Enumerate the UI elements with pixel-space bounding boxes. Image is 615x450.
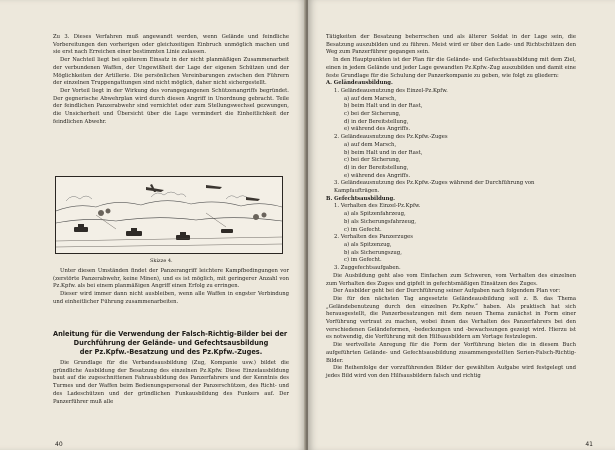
outline-item: a) auf dem Marsch, [344, 141, 397, 148]
paragraph: Die für den nächsten Tag angesetzte Geländeausbildung soll z. B. das Thema „Geländebenutzung durch den einzelnen Pz.Kpfw.“ haben. Als praktisch hat sich herausgestellt, die Panzerbesatzungen mit dem neuen Thema zunächst in Form einer Vorführung vertraut zu machen, wobei ihnen das Verhalten des Panzerfahrers bei den verschiedenen Geländeformen, -bedeckungen und -bewachsungen gezeigt wird. Hierzu ist es notwendig, die Vorführung mit den Hilfsausbildern am Vortage festzulegen. [326, 295, 576, 341]
outline-list-a [326, 88, 576, 196]
outline-item: e) während des Angriffs. [344, 172, 411, 179]
paragraph: Unter diesen Umständen findet der Panzerangriff leichtere Kampfbedingungen vor (zerstörte Panzerabwehr, keine Minen), und es ist möglich, mit geringerer Anzahl von Pz.Kpfw. als bei einem planmäßigen Angriff einen Erfolg zu erringen. [53, 268, 289, 290]
outline-item: 2. Verhalten des Panzerzuges [334, 234, 413, 241]
outline-item: c) im Gefecht. [344, 226, 382, 233]
battle-sketch-figure [55, 176, 283, 254]
outline-item: a) als Spitzenzug, [344, 241, 392, 248]
paragraph: Die Reihenfolge der vorzuführenden Bilder der gewählten Aufgabe wird festgelegt und jedes Bild wird von den Hilfsausbildern falsch und richtig [326, 365, 576, 379]
right-text [326, 34, 576, 381]
page-number: 40 [55, 441, 63, 448]
heading-line: der Pz.Kpfw.-Besatzung und des Pz.Kpfw.-Zuges. [79, 348, 263, 356]
paragraph: Der Ausbilder geht bei der Durchführung seiner Aufgaben nach folgendem Plan vor: [333, 288, 561, 295]
outline-item: e) während des Angriffs. [344, 126, 411, 133]
outline-item: 1. Geländeausnutzung des Einzel-Pz.Kpfw. [334, 87, 448, 94]
left-text-bottom [53, 360, 289, 406]
paragraph: Der Nachteil liegt bei späterem Einsatz in der nicht planmäßigen Zusammenarbeit der verbundenen Waffen, der Ungewißheit der Lage der eigenen Schützen und der Möglichkeiten der Artillerie. Die persönlichen Vereinbarungen zwischen den Führern der einzelnen Truppengattungen sind nicht möglich, daher nicht sichergestellt. [53, 57, 289, 87]
paragraph: Die wertvollste Anregung für die Form der Vorführung bieten die in diesem Buch aufgeführten Gelände- und Gefechtsausbildung zusammengestellten Serien-Falsch-Richtig-Bilder. [326, 342, 576, 364]
outline-item: d) in der Bereitstellung, [344, 118, 409, 125]
outline-item: c) bei der Sicherung, [344, 157, 401, 164]
left-page [0, 0, 306, 450]
paragraph: Dieser wird immer dann nicht ausbleiben, wenn alle Waffen in engster Verbindung und einheitlicher Führung zusammenarbeiten. [53, 291, 289, 305]
left-text-top [53, 34, 289, 126]
outline-item: c) bei der Sicherung, [344, 111, 401, 118]
outline-item: c) im Gefecht. [344, 257, 382, 264]
outline-item: 3. Geländeausnutzung des Pz.Kpfw.-Zuges während der Durchführung von Kampfaufträgen. [334, 180, 535, 195]
outline-item: b) beim Halt und in der Rast, [344, 149, 423, 156]
paragraph: Zu 3. Dieses Verfahren muß angewandt werden, wenn Gelände und feindliche Vorbereitungen den vorherigen oder gleichzeitigen Einbruch unmöglich machen und sie erst nach Erreichen einer bestimmten Linie zulassen. [53, 34, 289, 56]
outline-item: 3. Zuggefechtsaufgaben. [334, 265, 401, 272]
outline-title-a: A. Geländeausbildung. [326, 80, 393, 87]
outline-item: a) auf dem Marsch, [344, 95, 397, 102]
battle-sketch-illustration [56, 177, 282, 253]
outline-item: a) als Spitzenfahrzeug, [344, 211, 406, 218]
outline-item: 2. Geländeausnutzung des Pz.Kpfw.-Zuges [334, 134, 448, 141]
left-text-middle [53, 268, 289, 307]
paragraph: Tätigkeiten der Besatzung beherrschen und als älterer Soldat in der Lage sein, die Besatzung auszubilden und zu führen. Meist wird er über den Lade- und Richtschützen den Weg zum Panzerführer gegangen sein. [326, 34, 576, 56]
outline-item: b) als Sicherungszug, [344, 249, 402, 256]
right-page [308, 0, 615, 450]
heading-line: Anleitung für die Verwendung der Falsch-Richtig-Bilder bei der [53, 330, 288, 338]
heading-line: Durchführung der Gelände- und Gefechtsausbildung [73, 339, 269, 347]
section-heading [53, 330, 289, 357]
outline-item: 1. Verhalten des Einzel-Pz.Kpfw. [334, 203, 421, 210]
paragraph: In den Hauptpunkten ist der Plan für die Gelände- und Gefechtsausbildung mit dem Ziel, einen in jedem Gelände und jeder Lage gewandten Pz.Kpfw.-Zug auszubilden und damit eine feste Grundlage für die Schulung der Panzerkompanie zu geben, wie folgt zu gliedern: [326, 57, 576, 79]
page-number: 41 [585, 441, 593, 448]
outline-item: d) in der Bereitstellung, [344, 164, 409, 171]
outline-item: b) beim Halt und in der Rast, [344, 103, 423, 110]
paragraph: Die Grundlage für die Verbandsausbildung (Zug, Kompanie usw.) bildet die gründliche Ausbildung der Besatzung des einzelnen Pz.Kpfw. Diese Einzelausbildung baut auf die zugeschnittenen Fahrausbildung des Panzerfahrers und der Kenntnis des Turmes und der Waffen beim Bedienungspersonal der Panzerschützen, des Richt- und des Ladeschützen und der gründlichen Funkausbildung des Funkers auf. Der Panzerführer muß alle [53, 360, 289, 405]
outline-list-b [326, 203, 576, 272]
outline-title-b: B. Gefechtsausbildung. [326, 195, 395, 202]
figure-caption: Skizze 4. [150, 258, 173, 264]
paragraph: Der Vorteil liegt in der Wirkung des vorangegangenen Schützenangriffs begründet. Der gegnerische Abwehrplan wird durch diesen Angriff in Unordnung gebracht. Teile der feindlichen Panzerabwehr sind vernichtet oder zum Stellungswechsel gezwungen, die Unsicherheit und Übersicht über die Lage vermindert die Einheitlichkeit der feindlichen Abwehr. [53, 87, 289, 125]
paragraph: Die Ausbildung geht also vom Einfachen zum Schweren, vom Verhalten des einzelnen zum Verhalten des Zuges und gipfelt in gefechtsmäßigen Einsätzen des Zuges. [326, 272, 576, 287]
outline-item: b) als Sicherungsfahrzeug, [344, 218, 417, 225]
